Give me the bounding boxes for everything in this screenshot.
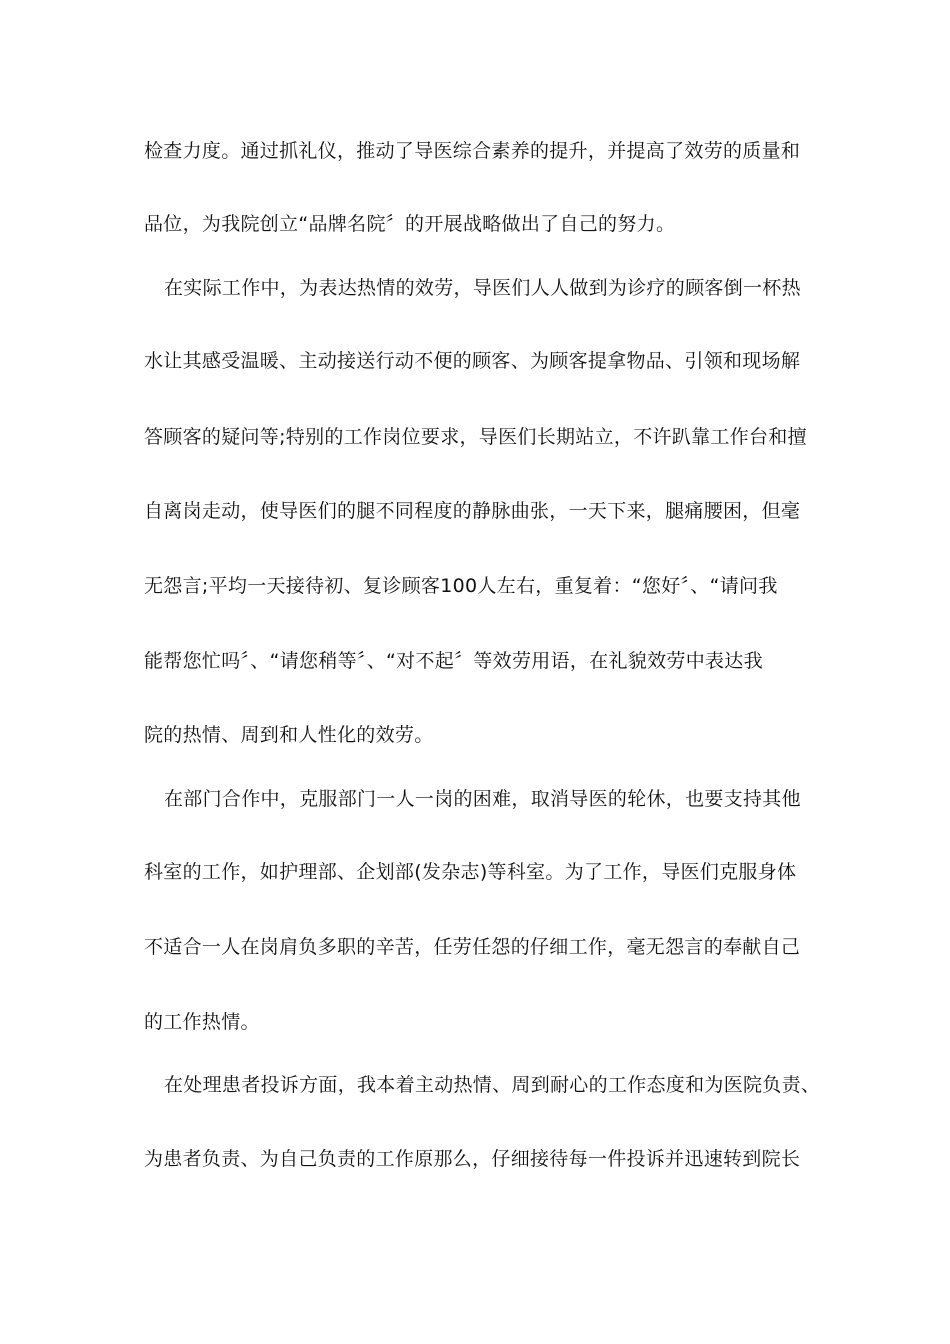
text-line-8: 能帮您忙吗〞、“请您稍等〞、“对不起〞等效劳用语，在礼貌效劳中表达我 — [144, 650, 763, 672]
text-line-7: 无怨言;平均一天接待初、复诊顾客100人左右，重复着：“您好〞、“请问我 — [144, 575, 778, 597]
text-line-13: 的工作热情。 — [144, 1011, 260, 1033]
text-line-2: 品位，为我院创立“品牌名院〞的开展战略做出了自己的努力。 — [144, 213, 676, 235]
paragraph-start-line-3: 在实际工作中，为表达热情的效劳，导医们人人做到为诊疗的顾客倒一杯热 — [164, 277, 801, 299]
paragraph-start-line-10: 在部门合作中，克服部门一人一岗的困难，取消导医的轮休，也要支持其他 — [164, 788, 801, 810]
text-line-11: 科室的工作，如护理部、企划部(发杂志)等科室。为了工作，导医们克服身体 — [144, 861, 797, 883]
paragraph-start-line-14: 在处理患者投诉方面，我本着主动热情、周到耐心的工作态度和为医院负责、 — [164, 1074, 821, 1096]
text-line-12: 不适合一人在岗肩负多职的辛苦，任劳任怨的仔细工作，毫无怨言的奉献自己 — [144, 936, 801, 958]
text-line-4: 水让其感受温暖、主动接送行动不便的顾客、为顾客提拿物品、引领和现场解 — [144, 350, 801, 372]
text-line-5: 答顾客的疑问等;特别的工作岗位要求，导医们长期站立，不许趴靠工作台和擅 — [144, 426, 807, 448]
text-line-6: 自离岗走动，使导医们的腿不同程度的静脉曲张，一天下来，腿痛腰困，但毫 — [144, 500, 801, 522]
text-line-1: 检查力度。通过抓礼仪，推动了导医综合素养的提升，并提高了效劳的质量和 — [144, 140, 801, 162]
text-line-9: 院的热情、周到和人性化的效劳。 — [144, 724, 434, 746]
text-line-15: 为患者负责、为自己负责的工作原那么，仔细接待每一件投诉并迅速转到院长 — [144, 1148, 801, 1170]
